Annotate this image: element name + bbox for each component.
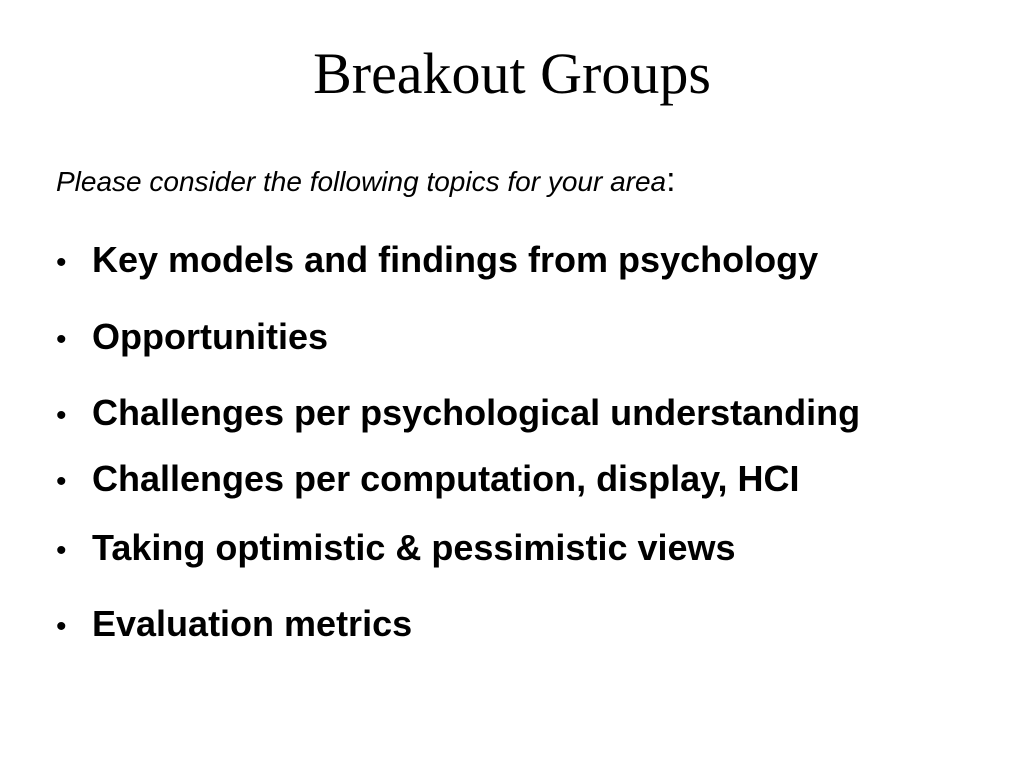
topic-label: Taking optimistic & pessimistic views [92, 527, 736, 568]
bullet-icon: • [56, 610, 67, 643]
topic-item-views [56, 526, 736, 569]
intro-label: Please consider the following topics for your area [56, 166, 667, 197]
intro-text [56, 160, 676, 201]
topic-item-key-models [56, 238, 818, 281]
topic-label: Opportunities [92, 316, 328, 357]
slide-title: Breakout Groups [313, 41, 711, 106]
topic-label: Challenges per psychological understanding [92, 392, 861, 433]
intro-colon: : [666, 161, 676, 199]
topic-label: Key models and findings from psychology [92, 239, 819, 280]
bullet-icon: • [56, 323, 67, 356]
bullet-icon: • [56, 534, 67, 567]
bullet-icon: • [56, 246, 67, 279]
topic-label: Evaluation metrics [92, 603, 413, 644]
topic-item-opportunities [56, 315, 328, 358]
topic-item-evaluation-metrics [56, 602, 412, 645]
topic-item-computation-challenges [56, 457, 799, 500]
bullet-icon: • [56, 399, 67, 432]
topic-item-psych-challenges [56, 391, 860, 434]
topic-label: Challenges per computation, display, HCI [92, 458, 800, 499]
bullet-icon: • [56, 465, 67, 498]
